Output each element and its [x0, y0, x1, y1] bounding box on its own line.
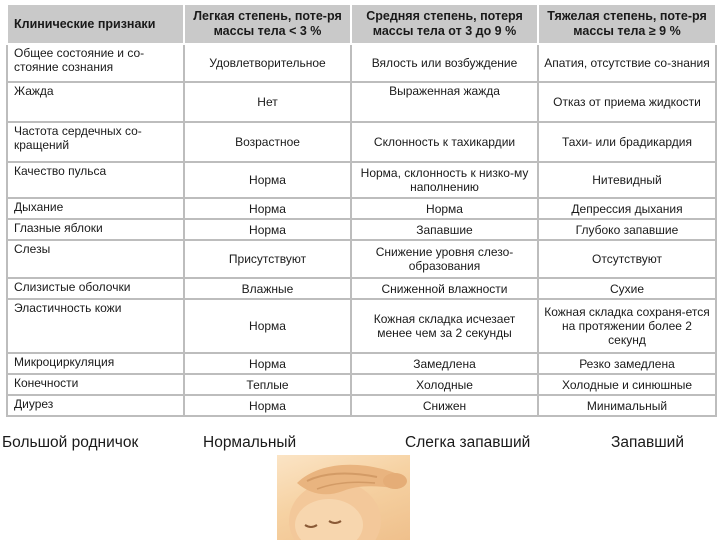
table-row — [7, 278, 716, 299]
mild-cell: Норма — [184, 395, 351, 416]
mild-cell: Нет — [184, 82, 351, 122]
table-row — [7, 198, 716, 219]
table-header-row — [7, 4, 716, 44]
table-row — [7, 122, 716, 162]
fontanel-label: Большой родничок — [2, 434, 139, 451]
severe-cell: Нитевидный — [538, 162, 716, 198]
severe-cell: Отказ от приема жидкости — [538, 82, 716, 122]
moderate-cell: Запавшие — [351, 219, 538, 240]
moderate-cell: Замедлена — [351, 353, 538, 374]
moderate-cell: Снижение уровня слезо-образования — [351, 240, 538, 278]
severe-cell: Резко замедлена — [538, 353, 716, 374]
sign-cell: Качество пульса — [7, 162, 184, 198]
severe-cell: Кожная складка сохраня-ется на протяжении более 2 секунд — [538, 299, 716, 353]
sign-cell: Микроциркуляция — [7, 353, 184, 374]
fontanel-severe: Запавший — [611, 434, 684, 451]
table-row — [7, 299, 716, 353]
severe-cell: Минимальный — [538, 395, 716, 416]
moderate-cell: Норма, склонность к низко-му наполнению — [351, 162, 538, 198]
sign-cell: Слизистые оболочки — [7, 278, 184, 299]
mild-cell: Удовлетворительное — [184, 44, 351, 82]
moderate-cell: Снижен — [351, 395, 538, 416]
moderate-cell: Сниженной влажности — [351, 278, 538, 299]
mild-cell: Норма — [184, 198, 351, 219]
mild-cell: Норма — [184, 299, 351, 353]
sign-cell: Глазные яблоки — [7, 219, 184, 240]
fontanel-moderate: Слегка запавший — [405, 434, 531, 451]
fontanel-row — [0, 432, 720, 454]
severe-cell: Сухие — [538, 278, 716, 299]
mild-cell: Возрастное — [184, 122, 351, 162]
moderate-cell: Кожная складка исчезает менее чем за 2 секунды — [351, 299, 538, 353]
severe-cell: Тахи- или брадикардия — [538, 122, 716, 162]
moderate-cell: Склонность к тахикардии — [351, 122, 538, 162]
table-row — [7, 240, 716, 278]
header-mild-degree: Легкая степень, поте-ря массы тела < 3 % — [184, 4, 351, 44]
mild-cell: Норма — [184, 219, 351, 240]
table-row — [7, 374, 716, 395]
header-severe-degree: Тяжелая степень, поте-ря массы тела ≥ 9 % — [538, 4, 716, 44]
table-row — [7, 219, 716, 240]
infant-fontanel-photo — [277, 455, 410, 540]
sign-cell: Диурез — [7, 395, 184, 416]
sign-cell: Дыхание — [7, 198, 184, 219]
mild-cell: Норма — [184, 162, 351, 198]
sign-cell: Конечности — [7, 374, 184, 395]
header-moderate-degree: Средняя степень, потеря массы тела от 3 до 9 % — [351, 4, 538, 44]
sign-cell: Слезы — [7, 240, 184, 278]
sign-cell: Эластичность кожи — [7, 299, 184, 353]
sign-cell: Частота сердечных со-кращений — [7, 122, 184, 162]
header-clinical-signs: Клинические признаки — [7, 4, 184, 44]
infant-head-illustration — [277, 455, 410, 540]
moderate-cell: Вялость или возбуждение — [351, 44, 538, 82]
severe-cell: Депрессия дыхания — [538, 198, 716, 219]
mild-cell: Норма — [184, 353, 351, 374]
mild-cell: Влажные — [184, 278, 351, 299]
fontanel-mild: Нормальный — [203, 434, 297, 451]
severe-cell: Отсутствуют — [538, 240, 716, 278]
moderate-cell: Норма — [351, 198, 538, 219]
table-row — [7, 395, 716, 416]
table-row — [7, 82, 716, 122]
table-row — [7, 44, 716, 82]
table-row — [7, 162, 716, 198]
mild-cell: Теплые — [184, 374, 351, 395]
sign-cell: Жажда — [7, 82, 184, 122]
moderate-cell: Выраженная жажда — [351, 82, 538, 122]
severe-cell: Холодные и синюшные — [538, 374, 716, 395]
severe-cell: Глубоко запавшие — [538, 219, 716, 240]
table-row — [7, 353, 716, 374]
moderate-cell: Холодные — [351, 374, 538, 395]
dehydration-signs-table — [6, 3, 717, 417]
mild-cell: Присутствуют — [184, 240, 351, 278]
sign-cell: Общее состояние и со-стояние сознания — [7, 44, 184, 82]
severe-cell: Апатия, отсутствие со-знания — [538, 44, 716, 82]
